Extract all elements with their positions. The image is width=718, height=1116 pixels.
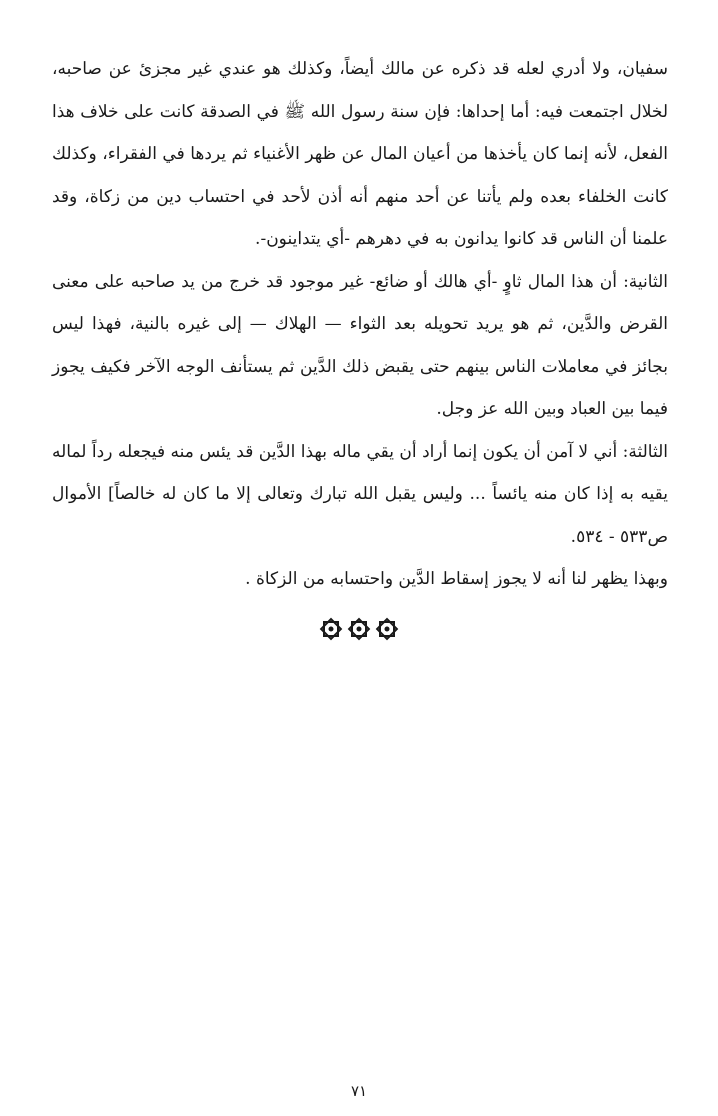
page-number: ٧١ [350, 1082, 368, 1100]
star-ornament-icon [346, 616, 372, 646]
paragraph-3: الثالثة: أني لا آمن أن يكون إنما أراد أن يقي ماله بهذا الدَّين قد يئس منه فيجعله رداً لماله يقيه به إذا كان منه يائساً ... وليس يقبل الله تبارك وتعالى إلا ما كان له خالصاً] الأموال ص٥٣٣ - ٥٣٤. [52, 441, 668, 547]
section-divider-ornament [0, 613, 718, 649]
paragraph-4: وبهذا يظهر لنا أنه لا يجوز إسقاط الدَّين واحتسابه من الزكاة . [245, 569, 668, 589]
paragraph-1: سفيان، ولا أدري لعله قد ذكره عن مالك أيضاً، وكذلك هو عندي غير مجزئ عن صاحبه، لخلال اجتمعت فيه: أما إحداها: فإن سنة رسول الله ﷺ في الصدقة كانت على خلاف هذا الفعل، لأنه إنما كان يأخذها من أعيان المال عن ظهر الأغنياء ثم يردها في الفقراء، وكذلك كانت الخلفاء بعده ولم يأتنا عن أحد منهم أنه أذن لأحد في احتساب دين من زكاة، وقد علمنا أن الناس قد كانوا يدانون به في دهرهم -أي يتداينون-. [52, 59, 668, 249]
star-ornament-icon [318, 616, 344, 646]
star-ornament-icon [374, 616, 400, 646]
page-body [52, 48, 668, 601]
paragraph-2: الثانية: أن هذا المال ثاوٍ -أي هالك أو ضائع- غير موجود قد خرج من يد صاحبه على معنى القرض والدَّين، ثم هو يريد تحويله بعد الثواء — الهلاك — إلى غيره بالنية، فهذا ليس بجائز في معاملات الناس بينهم حتى يقبض ذلك الدَّين ثم يستأنف الوجه الآخر فكيف يجوز فيما بين العباد وبين الله عز وجل. [52, 271, 668, 419]
